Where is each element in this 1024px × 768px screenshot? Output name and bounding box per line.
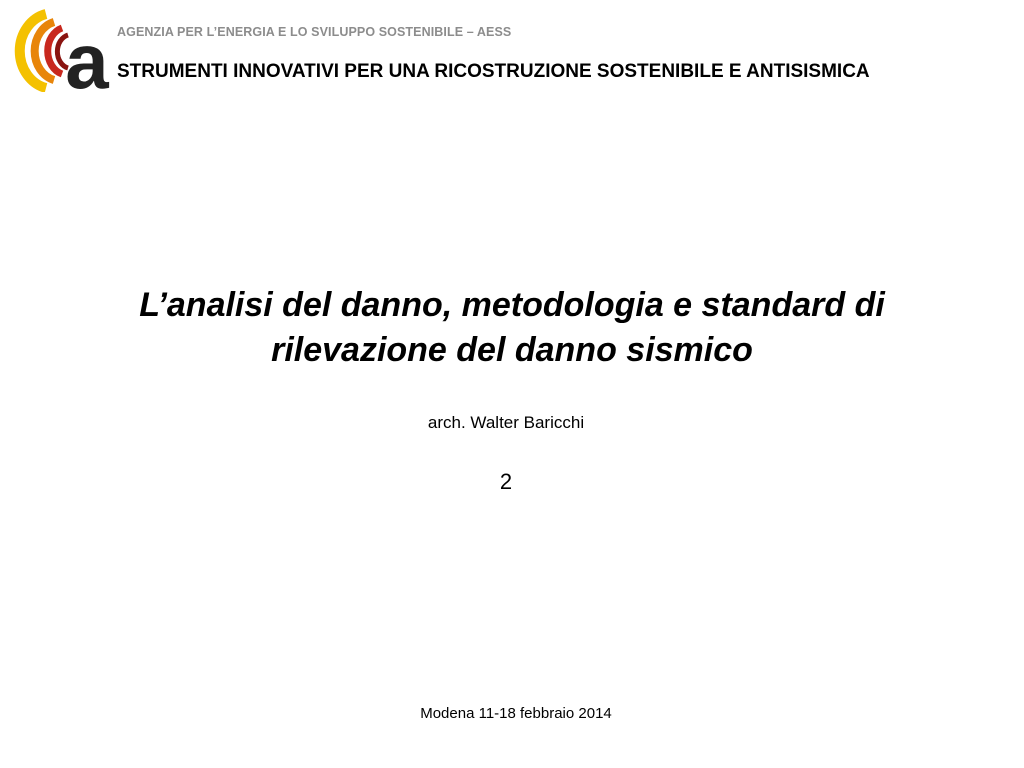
footer-location-date: Modena 11-18 febbraio 2014 bbox=[420, 705, 612, 722]
slide-title-line-2: rilevazione del danno sismico bbox=[271, 331, 753, 369]
slide-title-line-1: L’analisi del danno, metodologia e standard di bbox=[139, 286, 885, 324]
author-name: arch. Walter Baricchi bbox=[427, 413, 585, 432]
slide-title bbox=[40, 283, 984, 373]
aess-logo-icon bbox=[8, 8, 110, 92]
logo-letter: a bbox=[65, 17, 109, 92]
project-title: STRUMENTI INNOVATIVI PER UNA RICOSTRUZIONE SOSTENIBILE E ANTISISMICA bbox=[117, 61, 870, 82]
agency-name: AGENZIA PER L’ENERGIA E LO SVILUPPO SOSTENIBILE – AESS bbox=[117, 25, 512, 39]
slide-number: 2 bbox=[499, 469, 513, 494]
